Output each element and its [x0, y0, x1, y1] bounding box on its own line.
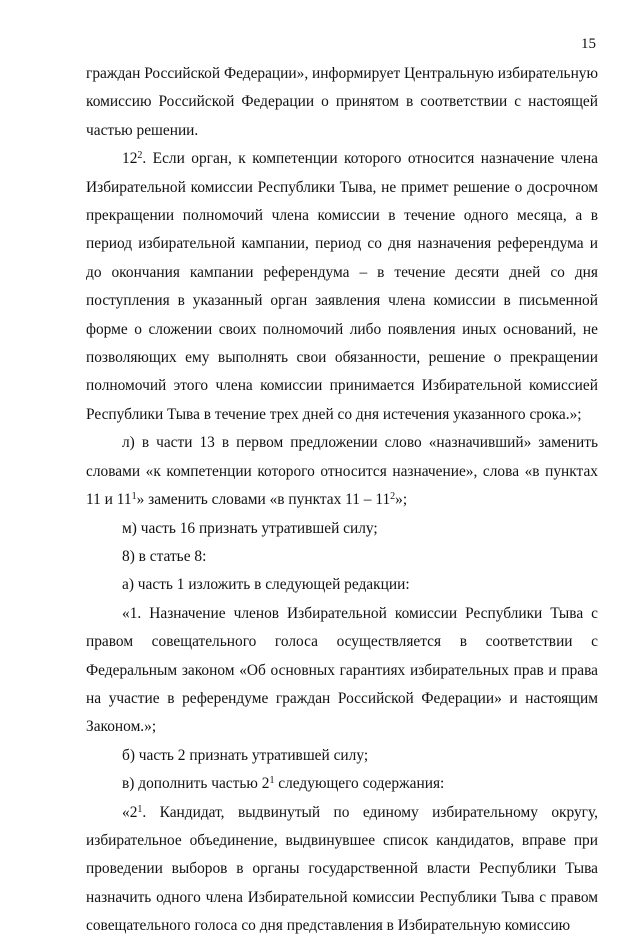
superscript: 2: [390, 491, 396, 503]
paragraph: [86, 600, 598, 742]
superscript: 1: [269, 775, 275, 787]
text-run: . Если орган, к компетенции которого относится назначение члена Избирательной комиссии Республики Тыва, не примет решение о досрочном прекращении полномочий члена комиссии в течение одного месяца, а в период избирательной кампании, период со дня назначения референдума и до окончания кампании референдума – в течение десяти дней со дня поступления в указанный орган заявления члена комиссии в письменной форме о сложении своих полномочий либо появления иных оснований, не позволяющих ему выполнять свои обязанности, решение о прекращении полномочий этого члена комиссии принимается Избирательной комиссией Республики Тыва в течение трех дней со дня истечения указанного срока.»;: [86, 150, 598, 423]
text-run: . Кандидат, выдвинутый по единому избирательному округу, избирательное объединение, выдвинувшее список кандидатов, вправе при проведении выборов в органы государственной власти Республики Тыва назначить одного члена Избирательной комиссии Республики Тыва с правом совещательного голоса со дня представления в Избирательную комиссию: [86, 803, 598, 935]
paragraph: [86, 515, 598, 543]
text-run: в) дополнить частью 2: [122, 775, 270, 793]
paragraph: [86, 543, 598, 571]
paragraph: [86, 742, 598, 770]
text-run: »;: [395, 491, 408, 509]
superscript: 2: [137, 150, 143, 162]
superscript: 1: [137, 803, 143, 815]
text-run: б) часть 2 признать утратившей силу;: [122, 746, 369, 764]
text-run: 12: [122, 150, 138, 168]
paragraph: [86, 60, 598, 145]
superscript: 1: [131, 491, 137, 503]
page-number: 15: [581, 36, 596, 52]
text-run: следующего содержания:: [274, 775, 445, 793]
text-run: граждан Российской Федерации», информирует Центральную избирательную комиссию Российской Федерации о принятом в соответствии с настоящей частью решении.: [86, 65, 598, 139]
paragraph: [86, 770, 598, 798]
paragraph: [86, 571, 598, 599]
text-run: 8) в статье 8:: [122, 547, 207, 565]
text-run: » заменить словами «в пунктах 11 – 11: [136, 491, 391, 509]
document-body: [86, 60, 598, 941]
text-run: а) часть 1 изложить в следующей редакции:: [122, 576, 410, 594]
paragraph: [86, 145, 598, 429]
paragraph: [86, 429, 598, 514]
text-run: «2: [122, 803, 138, 821]
text-run: л) в части 13 в первом предложении слово «назначивший» заменить словами «к компетенции которого относится назначение», слова «в пунктах 11 и 11: [86, 434, 598, 509]
text-run: «1. Назначение членов Избирательной комиссии Республики Тыва с правом совещательного голоса осуществляется в соответствии с Федеральным законом «Об основных гарантиях избирательных прав и права на участие в референдуме граждан Российской Федерации» и настоящим Законом.»;: [86, 604, 598, 736]
paragraph: [86, 799, 598, 941]
text-run: м) часть 16 признать утратившей силу;: [122, 519, 378, 537]
